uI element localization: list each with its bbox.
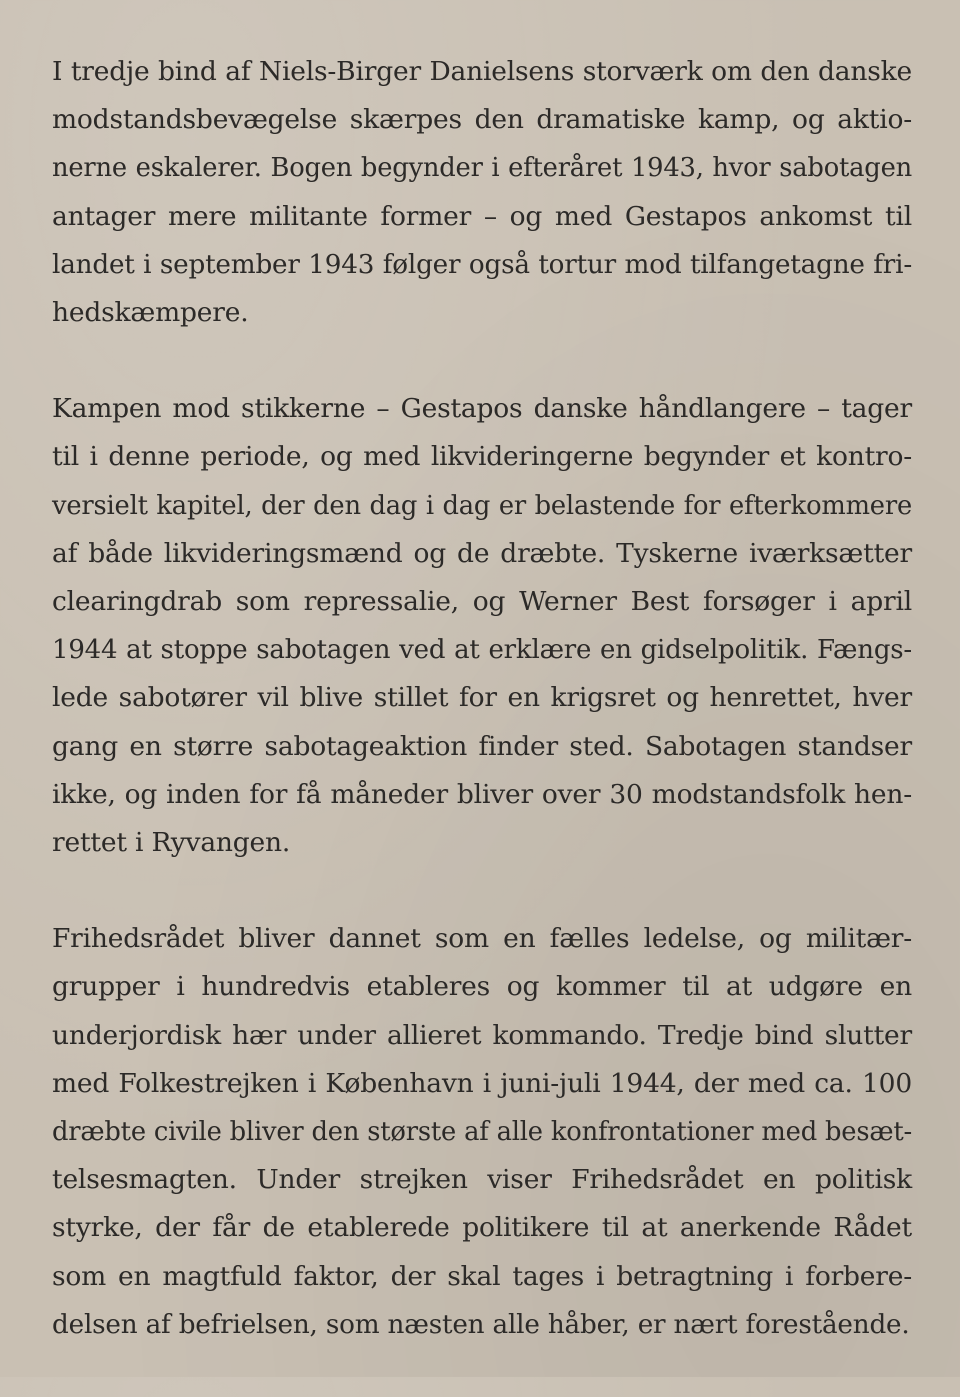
text-line: lede sabotører vil blive stillet for en krigsret og henrettet, hver (52, 682, 912, 714)
text-line: clearingdrab som repressalie, og Werner Best forsøger i april (52, 586, 912, 618)
paragraph-1 (52, 48, 912, 337)
text-line: I tredje bind af Niels-Birger Danielsens storværk om den danske (52, 56, 912, 87)
text-line: telsesmagten. Under strejken viser Frihedsrådet en politisk (52, 1164, 912, 1196)
text-line: Kampen mod stikkerne – Gestapos danske håndlangere – tager (52, 393, 912, 425)
text-line: med Folkestrejken i København i juni-juli 1944, der med ca. 100 (52, 1067, 912, 1099)
back-cover-text (52, 48, 912, 1397)
text-line: modstandsbevægelse skærpes den dramatiske kamp, og aktio- (52, 104, 912, 136)
text-line: delsen af befrielsen, som næsten alle håber, er nært forestående. (52, 1309, 910, 1340)
text-line: styrke, der får de etablerede politikere til at anerkende Rådet (52, 1212, 912, 1244)
text-line: gang en større sabotageaktion finder sted. Sabotagen standser (52, 730, 912, 762)
text-line: underjordisk hær under allieret kommando. Tredje bind slutter (52, 1019, 912, 1051)
text-line: hedskæmpere. (52, 297, 249, 329)
text-line: dræbte civile bliver den største af alle konfrontationer med besæt- (52, 1117, 912, 1148)
text-line: Frihedsrådet bliver dannet som en fælles ledelse, og militær- (52, 923, 912, 955)
text-line: 1944 at stoppe sabotagen ved at erklære en gidselpolitik. Fængs- (52, 635, 912, 666)
text-line: antager mere militante former – og med Gestapos ankomst til (52, 200, 912, 232)
text-line: ikke, og inden for få måneder bliver over 30 modstandsfolk hen- (52, 778, 912, 810)
text-line: rettet i Ryvangen. (52, 827, 291, 859)
text-line: landet i september 1943 følger også tortur mod tilfangetagne fri- (52, 249, 912, 280)
text-line: versielt kapitel, der den dag i dag er belastende for efterkommere (52, 490, 912, 521)
text-line: af både likvideringsmænd og de dræbte. Tyskerne iværksætter (52, 537, 912, 569)
paragraph-2 (52, 385, 912, 867)
text-line: nerne eskalerer. Bogen begynder i efteråret 1943, hvor sabotagen (52, 153, 912, 184)
paragraph-3 (52, 915, 912, 1349)
text-line: som en magtfuld faktor, der skal tages i betragtning i forbere- (52, 1260, 912, 1292)
text-line: grupper i hundredvis etableres og kommer til at udgøre en (52, 971, 912, 1003)
text-line: til i denne periode, og med likvideringerne begynder et kontro- (52, 441, 912, 473)
